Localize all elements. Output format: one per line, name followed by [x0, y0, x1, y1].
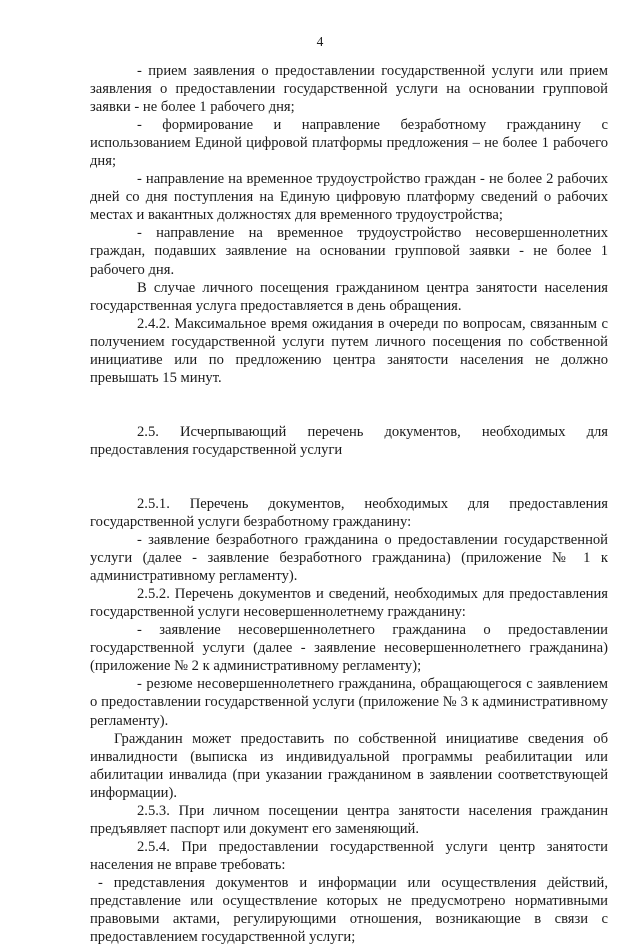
paragraph-prohibited-requirements: - представления документов и информации или осуществления действий, представление или осуществление которых не предусмотрено нормативными правовыми актами, регулирующими отношения, возникающие в связи с предоставлением государственной услуги; — [90, 874, 608, 946]
paragraph-2-4-2-waiting-time: 2.4.2. Максимальное время ожидания в очереди по вопросам, связанным с получением государственной услуги путем личного посещения по собственной инициативе или по предложению центра занятости населения не должно превышать 15 минут. — [90, 315, 608, 386]
paragraph-2-5-2: 2.5.2. Перечень документов и сведений, необходимых для предоставления государственной услуги несовершеннолетнему гражданину: — [90, 586, 608, 621]
document-body — [90, 62, 608, 946]
paragraph-2-5-3: 2.5.3. При личном посещении центра занятости населения гражданин предъявляет паспорт или документ его заменяющий. — [90, 802, 608, 837]
paragraph-offer-forming: - формирование и направление безработному гражданину с использованием Единой цифровой платформы предложения – не более 1 рабочего дня; — [90, 117, 608, 170]
paragraph-minor-application: - заявление несовершеннолетнего гражданина о предоставлении государственной услуги (далее - заявление несовершеннолетнего гражданина) (приложение № 2 к административному регламенту); — [90, 622, 608, 675]
paragraph-minors-referral: - направление на временное трудоустройство несовершеннолетних граждан, подавших заявление на основании групповой заявки - не более 1 рабочего дня. — [90, 225, 608, 278]
spacer — [90, 459, 608, 495]
paragraph-personal-visit: В случае личного посещения гражданином центра занятости населения государственная услуга предоставляется в день обращения. — [90, 279, 608, 314]
heading-2-5-documents: 2.5. Исчерпывающий перечень документов, необходимых для предоставления государственной услуги — [90, 423, 608, 458]
paragraph-disability-info: Гражданин может предоставить по собственной инициативе сведения об инвалидности (выписка из индивидуальной программы реабилитации или абилитации инвалида (при указании гражданином в заявлении соответствующей информации). — [90, 730, 608, 801]
spacer — [90, 387, 608, 423]
paragraph-temporary-employment-referral: - направление на временное трудоустройство граждан - не более 2 рабочих дней со дня поступления на Единую цифровую платформу сведений о рабочих местах и вакантных должностях для временного трудоустройства; — [90, 171, 608, 224]
paragraph-application-intake: - прием заявления о предоставлении государственной услуги или прием заявления о предоставлении государственной услуги на основании групповой заявки - не более 1 рабочего дня; — [90, 63, 608, 116]
paragraph-unemployed-application: - заявление безработного гражданина о предоставлении государственной услуги (далее - заявление безработного гражданина) (приложение № 1 к административному регламенту). — [90, 532, 608, 585]
page-number: 4 — [316, 34, 324, 49]
paragraph-2-5-1: 2.5.1. Перечень документов, необходимых для предоставления государственной услуги безработному гражданину: — [90, 495, 608, 530]
paragraph-2-5-4: 2.5.4. При предоставлении государственной услуги центр занятости населения не вправе требовать: — [90, 838, 608, 873]
paragraph-minor-resume: - резюме несовершеннолетнего гражданина, обращающегося с заявлением о предоставлении государственной услуги (приложение № 3 к административному регламенту). — [90, 676, 608, 729]
